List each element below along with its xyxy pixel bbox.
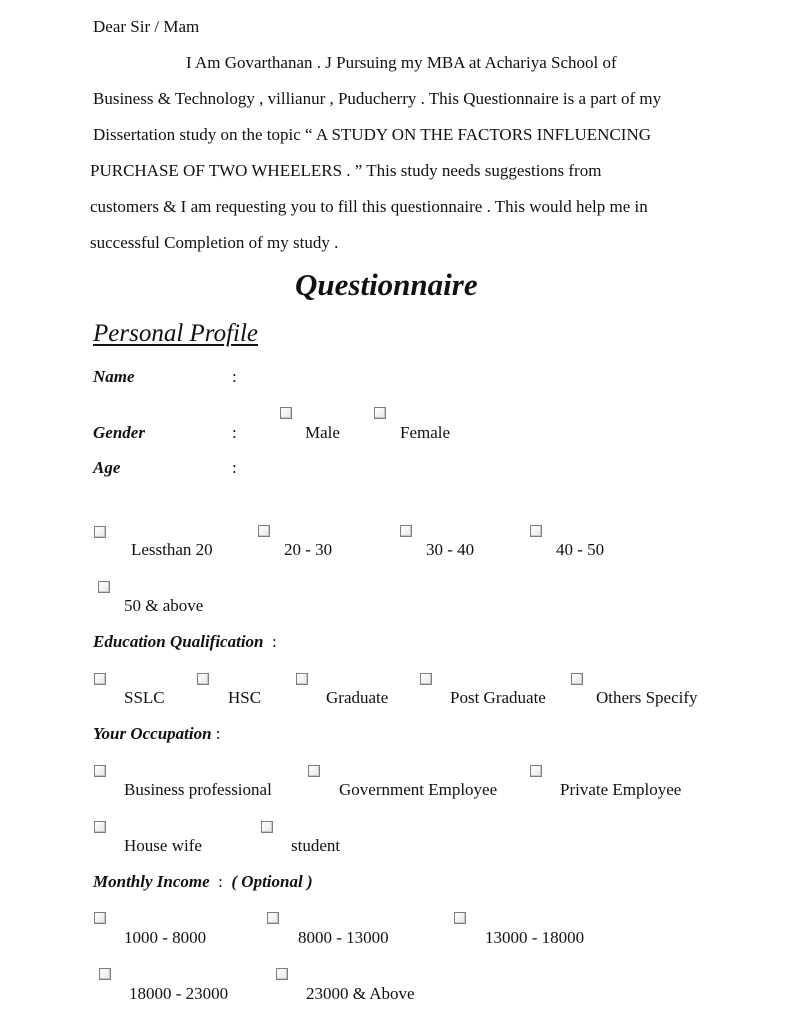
- age-30-40-checkbox[interactable]: [400, 525, 412, 537]
- income-colon: :: [218, 872, 223, 891]
- education-sslc-checkbox[interactable]: [94, 673, 106, 685]
- letter-line-4: PURCHASE OF TWO WHEELERS . ” This study needs suggestions from: [90, 161, 602, 180]
- gender-colon: :: [232, 423, 237, 442]
- education-sslc-label: SSLC: [124, 688, 165, 707]
- occupation-housewife-label: House wife: [124, 836, 202, 855]
- income-18000-23000-label: 18000 - 23000: [129, 984, 229, 1003]
- income-8000-13000-checkbox[interactable]: [267, 912, 279, 924]
- income-13000-18000-checkbox[interactable]: [454, 912, 466, 924]
- letter-line-6: successful Completion of my study .: [90, 233, 339, 252]
- gender-male-checkbox[interactable]: [280, 407, 292, 419]
- income-optional-note: ( Optional ): [231, 872, 313, 891]
- salutation: Dear Sir / Mam: [93, 17, 200, 36]
- age-50-above-checkbox[interactable]: [98, 581, 110, 593]
- letter-line-3: Dissertation study on the topic “ A STUDY ON THE FACTORS INFLUENCING: [93, 125, 652, 144]
- education-heading: [93, 632, 277, 652]
- income-1000-8000-checkbox[interactable]: [94, 912, 106, 924]
- occupation-label: Your Occupation: [93, 724, 212, 743]
- education-others-label: Others Specify: [596, 688, 698, 707]
- name-label: Name: [93, 367, 135, 386]
- income-label: Monthly Income: [93, 872, 210, 891]
- occupation-student-label: student: [291, 836, 341, 855]
- section-title: Personal Profile: [93, 320, 259, 347]
- income-heading: [93, 872, 313, 892]
- education-postgraduate-checkbox[interactable]: [420, 673, 432, 685]
- occupation-government-checkbox[interactable]: [308, 765, 320, 777]
- occupation-private-label: Private Employee: [560, 780, 682, 799]
- occupation-heading: [93, 724, 221, 744]
- income-8000-13000-label: 8000 - 13000: [298, 928, 389, 947]
- letter-line-2: Business & Technology , villianur , Puducherry . This Questionnaire is a part of my: [93, 89, 662, 108]
- education-postgraduate-label: Post Graduate: [450, 688, 546, 707]
- occupation-student-checkbox[interactable]: [261, 821, 273, 833]
- occupation-business-checkbox[interactable]: [94, 765, 106, 777]
- age-lessthan20-checkbox[interactable]: [94, 526, 106, 538]
- education-others-checkbox[interactable]: [571, 673, 583, 685]
- occupation-housewife-checkbox[interactable]: [94, 821, 106, 833]
- occupation-private-checkbox[interactable]: [530, 765, 542, 777]
- gender-female-label: Female: [400, 423, 451, 442]
- occupation-colon: :: [215, 724, 221, 743]
- income-1000-8000-label: 1000 - 8000: [124, 928, 207, 947]
- age-50-above-label: 50 & above: [124, 596, 204, 615]
- income-23000-above-checkbox[interactable]: [276, 968, 288, 980]
- age-30-40-label: 30 - 40: [426, 540, 475, 559]
- age-lessthan20-label: Lessthan 20: [131, 540, 213, 559]
- gender-male-label: Male: [305, 423, 340, 442]
- letter-line-1: I Am Govarthanan . J Pursuing my MBA at Achariya School of: [186, 53, 617, 72]
- education-graduate-checkbox[interactable]: [296, 673, 308, 685]
- education-hsc-label: HSC: [228, 688, 262, 707]
- gender-female-checkbox[interactable]: [374, 407, 386, 419]
- age-40-50-checkbox[interactable]: [530, 525, 542, 537]
- name-colon: :: [232, 367, 237, 386]
- age-20-30-label: 20 - 30: [284, 540, 333, 559]
- income-13000-18000-label: 13000 - 18000: [485, 928, 585, 947]
- education-colon: :: [272, 632, 277, 651]
- gender-label: Gender: [93, 423, 145, 442]
- occupation-business-label: Business professional: [124, 780, 272, 799]
- letter-line-5: customers & I am requesting you to fill this questionnaire . This would help me in: [90, 197, 648, 216]
- income-18000-23000-checkbox[interactable]: [99, 968, 111, 980]
- age-colon: :: [232, 458, 237, 477]
- income-23000-above-label: 23000 & Above: [306, 984, 415, 1003]
- page-title: Questionnaire: [295, 267, 478, 302]
- age-20-30-checkbox[interactable]: [258, 525, 270, 537]
- education-hsc-checkbox[interactable]: [197, 673, 209, 685]
- occupation-government-label: Government Employee: [339, 780, 498, 799]
- age-label: Age: [93, 458, 121, 477]
- education-graduate-label: Graduate: [326, 688, 389, 707]
- age-40-50-label: 40 - 50: [556, 540, 605, 559]
- education-label: Education Qualification: [93, 632, 264, 651]
